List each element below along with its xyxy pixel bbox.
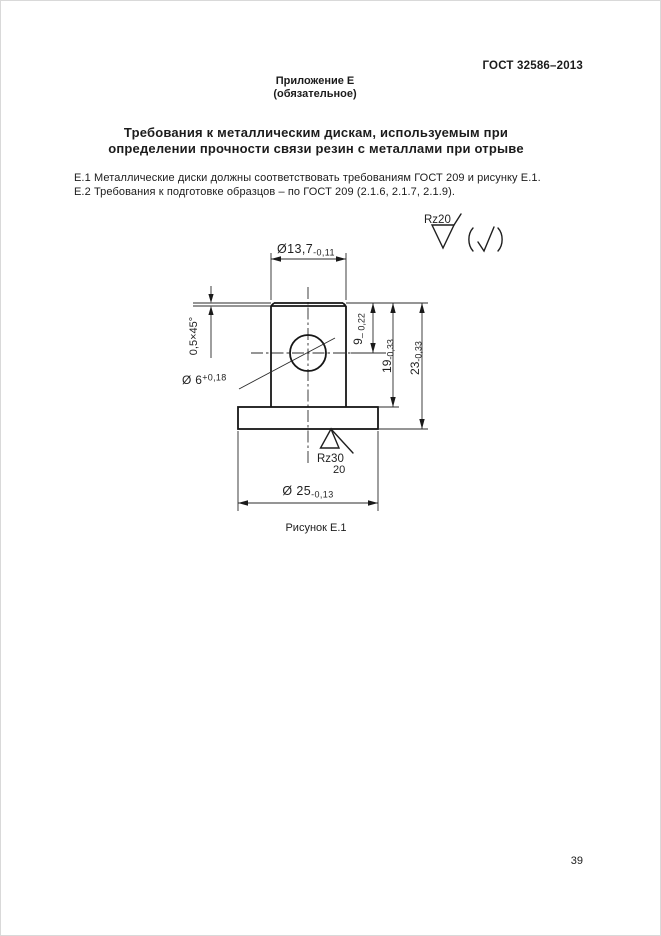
arrowhead [370,303,375,313]
dim-base-diameter-label: Ø $25_{-0,13}$ [282,484,334,500]
section-title-line1: Требования к металлическим дискам, используемым при [123,125,509,140]
dim-cylinder-height-label: $19_{-0,33}$ [380,339,396,373]
dim-top-diameter [271,242,346,300]
arrowhead [390,303,395,313]
dim-base-diameter [238,431,378,511]
page-number: 39 [570,855,583,867]
section-title-line2: определении прочности связи резин с металлами при отрыве [108,141,524,156]
dim-chamfer-label: 0,5×45° [188,316,200,356]
roughness-flag [331,429,353,453]
roughness-bottom-label: Rz30 [317,453,344,465]
dim-chamfer [188,286,271,358]
dim-total-height-label: $23_{-0,33}$ [408,341,424,375]
figure-e1-drawing [1,1,661,936]
appendix-note: (обязательное) [273,88,357,100]
dim-top-diameter-label: $Ø13,7_{-0,11}$ [277,242,335,258]
roughness-bottom-note: 20 [333,464,346,476]
paren-right-icon [498,228,502,251]
roughness-corner-label: Rz20 [424,214,451,226]
dim-hole-label: Ø $6^{+0,18}$ [182,372,227,387]
extension-line [271,253,346,300]
dim-depth-to-hole-label: $9_{- 0,22}$ [351,313,367,345]
arrowhead [368,500,378,505]
extension-line [238,431,378,511]
paragraph-e2: Е.2 Требования к подготовке образцов – по ГОСТ 209 (2.1.6, 2.1.7, 2.1.9). [74,186,456,198]
arrowhead [419,419,424,429]
dim-depth-to-hole [351,303,376,353]
dim-cylinder-height [380,303,396,407]
appendix-title: Приложение Е [275,75,355,87]
arrowhead [208,294,213,303]
arrowhead [208,306,213,315]
roughness-corner-note [424,214,502,251]
doc-number: ГОСТ 32586–2013 [482,60,583,72]
leader-line [239,338,335,389]
figure-caption: Рисунок Е.1 [285,522,347,534]
arrowhead [336,256,346,261]
roughness-triangle-icon [321,429,340,448]
machined-surface-icon [432,225,454,248]
arrowhead [370,343,375,353]
machined-surface-flag [454,214,461,225]
arrowhead [390,397,395,407]
dim-hole-diameter [182,338,335,389]
dim-total-height [408,303,425,429]
paren-left-icon [469,228,473,251]
roughness-bottom-symbol [317,429,353,476]
arrowhead [271,256,281,261]
checkmark-icon [478,227,494,251]
arrowhead [419,303,424,313]
paragraph-e1: Е.1 Металлические диски должны соответствовать требованиям ГОСТ 209 и рисунку Е.1. [74,172,541,184]
arrowhead [238,500,248,505]
extension-line [193,303,271,306]
